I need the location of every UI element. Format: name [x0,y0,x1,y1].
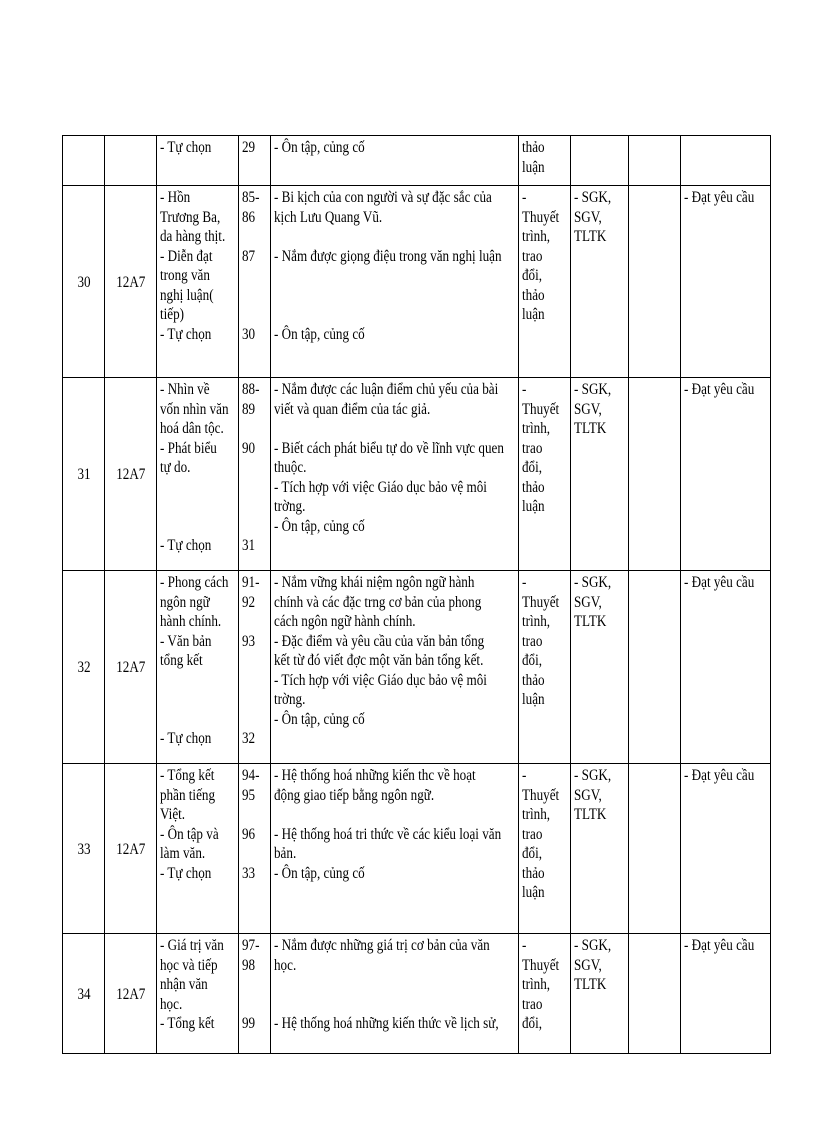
period-cell-line [242,690,267,710]
class-cell [105,934,157,1054]
method-cell-line: đổi, [522,845,543,862]
requirements-cell-line: chính và các đặc trng cơ bản của phong [274,593,482,611]
period-cell-line: 31 [242,537,256,554]
period-cell-line [242,286,267,306]
lesson-content-cell-text [160,936,235,1034]
method-cell-line: - [522,937,527,954]
lesson-content-cell-line: - Tổng kết [160,1015,215,1032]
method-cell-line: trình, [522,228,551,245]
method-cell-line: luận [522,306,545,323]
method-cell-line: trình, [522,420,551,437]
requirements-cell-line: học. [274,956,297,974]
lesson-content-cell [157,378,239,571]
method-cell-line: trao [522,247,543,265]
method-cell-line: luận [522,498,545,515]
requirements-cell-text [274,573,515,729]
requirements-cell-line: - Ôn tập, củng cố [274,325,365,343]
method-cell-line: luận [522,884,545,901]
table-row [63,136,771,186]
result-cell [681,378,771,571]
materials-cell-line: SGV, [574,786,602,804]
period-cell-line [242,497,267,517]
method-cell-line: - [522,767,527,784]
requirements-cell-line: kết từ đó viết đợc một văn bản tổng kết. [274,652,484,669]
period-cell-text [242,936,267,1034]
lesson-content-cell-line: - Hồn [160,189,191,206]
result-cell [681,186,771,378]
lesson-content-cell-line: Trương Ba, [160,208,221,226]
period-cell-line [242,995,267,1015]
lesson-content-cell-line: học. [160,995,183,1013]
lesson-content-cell-line: nhận văn [160,976,208,993]
period-cell-line [242,975,267,995]
method-cell-line: Thuyết [522,208,560,226]
period-cell-line: 93 [242,632,256,650]
period-cell-line: 96 [242,825,256,843]
lesson-content-cell-text [160,188,235,344]
lesson-content-cell-line: - Giá trị văn [160,937,224,954]
lesson-content-cell-line: - Nhìn về [160,381,210,398]
period-cell [239,764,271,934]
requirements-cell-line: trờng. [274,498,306,515]
lesson-content-cell [157,934,239,1054]
week-cell-text: 34 [76,985,91,1003]
materials-cell-line: TLTK [574,228,607,245]
method-cell-line: đổi, [522,1015,543,1032]
method-cell-line: trao [522,632,543,650]
requirements-cell [271,934,519,1054]
class-cell [105,186,157,378]
method-cell-line: thảo [522,671,545,689]
lesson-content-cell-line: - Tự chọn [160,325,212,343]
materials-cell-line: - SGK, [574,767,612,784]
method-cell-line: thảo [522,139,545,156]
period-cell-line [242,305,267,325]
class-cell [105,378,157,571]
requirements-cell [271,764,519,934]
method-cell [519,571,571,764]
materials-cell-line: SGV, [574,400,602,418]
method-cell-line: Thuyết [522,593,560,611]
lesson-content-cell-line: trong văn [160,267,210,284]
requirements-cell-text [274,138,515,158]
lesson-content-cell-line: ngôn ngữ [160,593,210,611]
requirements-cell-line [274,995,515,1015]
requirements-cell-text [274,380,515,536]
requirements-cell-line: - Tích hợp với việc Giáo dục bảo vệ môi [274,478,487,496]
method-cell-line: trao [522,825,543,843]
requirements-cell-line: - Hệ thống hoá những kiến thc về hoạt [274,767,476,784]
method-cell-line: Thuyết [522,786,560,804]
result-cell-text: - Đạt yêu cầu [684,189,755,206]
lesson-content-cell-line: - Phong cách [160,574,229,591]
period-cell-line: 99 [242,1015,256,1032]
lesson-content-cell-line [160,517,235,537]
table-row [63,934,771,1054]
materials-cell [571,764,629,934]
period-cell-line: 97- [242,937,260,954]
requirements-cell-line: trờng. [274,691,306,708]
method-cell-line: - [522,381,527,398]
notes-cell [629,764,681,934]
lesson-content-cell-line [160,497,235,517]
requirements-cell [271,571,519,764]
period-cell [239,571,271,764]
method-cell-line: đổi, [522,459,543,476]
lesson-plan-table [62,135,771,1054]
materials-cell-line: TLTK [574,976,607,993]
requirements-cell-line: - Nắm được những giá trị cơ bản của văn [274,937,490,954]
lesson-content-cell-line: nghị luận( [160,286,214,304]
materials-cell-text [574,380,625,439]
requirements-cell-line: bản. [274,845,297,862]
requirements-cell-line: - Nắm được các luận điểm chủ yếu của bài [274,381,499,398]
requirements-cell-text [274,188,515,344]
period-cell [239,378,271,571]
lesson-content-cell-text [160,573,235,749]
method-cell [519,934,571,1054]
result-cell [681,136,771,186]
class-cell-text: 12A7 [115,840,146,858]
method-cell-text [522,380,567,517]
period-cell-line [242,266,267,286]
materials-cell-line: - SGK, [574,381,612,398]
class-cell-text: 12A7 [115,466,146,484]
class-cell-text: 12A7 [115,659,146,677]
result-cell-text: - Đạt yêu cầu [684,574,755,591]
lesson-content-cell [157,571,239,764]
materials-cell-text [574,188,625,247]
result-cell-text: - Đạt yêu cầu [684,937,755,954]
table-row [63,571,771,764]
method-cell [519,186,571,378]
class-cell [105,571,157,764]
period-cell-text [242,380,267,556]
requirements-cell-line: cách ngôn ngữ hành chính. [274,613,416,630]
method-cell-line: trao [522,995,543,1013]
lesson-content-cell-line [160,710,235,730]
period-cell-line [242,805,267,825]
period-cell-line: 29 [242,139,256,156]
method-cell-line: thảo [522,478,545,496]
lesson-content-cell-line [160,478,235,498]
method-cell-line: trình, [522,613,551,630]
lesson-content-cell-text [160,380,235,556]
lesson-content-cell-line: tổng kết [160,652,203,669]
method-cell-text [522,138,567,177]
requirements-cell-text [274,936,515,1034]
period-cell-line: 98 [242,956,256,974]
week-cell-text: 32 [76,659,91,677]
week-cell-text: 30 [76,273,91,291]
lesson-content-cell-line: vốn nhìn văn [160,400,229,418]
materials-cell-text [574,573,625,632]
lesson-content-cell-line: tiếp) [160,306,185,323]
period-cell-line: 94- [242,767,260,784]
lesson-content-cell-line: hành chính. [160,613,222,630]
materials-cell-line: TLTK [574,420,607,437]
materials-cell-text [574,936,625,995]
period-cell-line: 32 [242,730,256,747]
requirements-cell-line: - Nắm vững khái niệm ngôn ngữ hành [274,574,475,591]
requirements-cell-line: - Ôn tập, củng cố [274,864,365,882]
materials-cell [571,378,629,571]
period-cell [239,934,271,1054]
requirements-cell-line [274,419,515,439]
result-cell [681,571,771,764]
lesson-content-cell-line: - Tự chọn [160,537,212,554]
week-cell [63,571,105,764]
period-cell-line [242,710,267,730]
method-cell-line: - [522,574,527,591]
class-cell [105,764,157,934]
lesson-content-cell-line: da hàng thịt. [160,228,226,245]
lesson-content-cell [157,186,239,378]
result-cell [681,934,771,1054]
requirements-cell-line: - Hệ thống hoá những kiến thức về lịch sử, [274,1015,499,1032]
materials-cell-line: SGV, [574,208,602,226]
period-cell-text [242,188,267,344]
requirements-cell-line [274,227,515,247]
period-cell-line: 86 [242,208,256,226]
week-cell [63,764,105,934]
lesson-content-cell-line: học và tiếp [160,956,218,974]
method-cell-line: đổi, [522,267,543,284]
period-cell [239,186,271,378]
materials-cell [571,136,629,186]
method-cell-line: trình, [522,976,551,993]
method-cell-line: - [522,189,527,206]
period-cell-line: 85- [242,189,260,206]
requirements-cell-line [274,305,515,325]
class-cell-text: 12A7 [115,985,146,1003]
lesson-content-cell-line: - Tự chọn [160,864,212,882]
period-cell [239,136,271,186]
requirements-cell-line [274,975,515,995]
class-cell-text: 12A7 [115,273,146,291]
notes-cell [629,934,681,1054]
requirements-cell-line [274,266,515,286]
period-cell-line [242,612,267,632]
period-cell-line [242,227,267,247]
result-cell [681,764,771,934]
lesson-content-cell-line: - Tự chọn [160,730,212,747]
materials-cell-line: SGV, [574,956,602,974]
period-cell-line [242,458,267,478]
materials-cell-line: SGV, [574,593,602,611]
method-cell-line: trao [522,439,543,457]
lesson-content-cell-line: - Diễn đạt [160,247,213,265]
period-cell-line [242,419,267,439]
period-cell-line [242,844,267,864]
materials-cell [571,934,629,1054]
period-cell-line [242,478,267,498]
notes-cell [629,571,681,764]
materials-cell-line: - SGK, [574,189,612,206]
period-cell-line [242,671,267,691]
requirements-cell-line: thuộc. [274,459,307,476]
requirements-cell-line: - Đặc điểm và yêu cầu của văn bản tổng [274,632,485,650]
table-row [63,378,771,571]
requirements-cell-line [274,286,515,306]
lesson-content-cell-line [160,671,235,691]
requirements-cell-line: - Ôn tập, củng cố [274,710,365,728]
lesson-content-cell-line: - Văn bản [160,632,212,650]
method-cell-text [522,936,567,1034]
requirements-cell-line: - Ôn tập, củng cố [274,139,365,156]
materials-cell [571,186,629,378]
period-cell-line: 95 [242,786,256,804]
requirements-cell-line: - Nắm được giọng điệu trong văn nghị luận [274,247,502,265]
period-cell-line [242,651,267,671]
week-cell [63,186,105,378]
requirements-cell-text [274,766,515,883]
period-cell-text [242,573,267,749]
method-cell-line: Thuyết [522,956,560,974]
period-cell-line: 90 [242,439,256,457]
method-cell-text [522,573,567,710]
week-cell [63,934,105,1054]
requirements-cell-line: viết và quan điểm của tác giả. [274,400,431,418]
notes-cell [629,186,681,378]
materials-cell-line: - SGK, [574,937,612,954]
lesson-content-cell-line: phần tiếng [160,786,216,804]
period-cell-line: 88- [242,381,260,398]
result-cell-text: - Đạt yêu cầu [684,381,755,398]
materials-cell [571,571,629,764]
result-cell-text: - Đạt yêu cầu [684,767,755,784]
lesson-content-cell-line: hoá dân tộc. [160,420,224,437]
week-cell [63,136,105,186]
table-body [63,136,771,1054]
period-cell-line: 91- [242,574,260,591]
lesson-content-cell [157,764,239,934]
lesson-content-cell-text [160,766,235,883]
lesson-content-cell-line: - Phát biểu [160,439,217,457]
notes-cell [629,378,681,571]
requirements-cell [271,186,519,378]
method-cell-text [522,766,567,903]
period-cell-line: 89 [242,400,256,418]
notes-cell [629,136,681,186]
method-cell [519,378,571,571]
method-cell-line: trình, [522,806,551,823]
requirements-cell-line: - Hệ thống hoá tri thức về các kiểu loại văn [274,825,502,843]
materials-cell-line: - SGK, [574,574,612,591]
lesson-content-cell-line: - Tự chọn [160,139,212,156]
lesson-content-cell-line: Việt. [160,806,186,823]
materials-cell-line: TLTK [574,806,607,823]
lesson-content-cell-line: - Tổng kết [160,767,215,784]
method-cell [519,764,571,934]
table-row [63,186,771,378]
week-cell [63,378,105,571]
requirements-cell-line: kịch Lưu Quang Vũ. [274,208,383,226]
materials-cell-text [574,766,625,825]
materials-cell-line: TLTK [574,613,607,630]
period-cell-line: 30 [242,325,256,343]
class-cell [105,136,157,186]
method-cell-line: luận [522,158,545,176]
period-cell-line: 33 [242,864,256,882]
requirements-cell-line: - Biết cách phát biểu tự do về lĩnh vực quen [274,439,504,457]
lesson-content-cell [157,136,239,186]
period-cell-text [242,766,267,883]
method-cell-line: Thuyết [522,400,560,418]
lesson-content-cell-text [160,138,235,158]
period-cell-text [242,138,267,158]
table-row [63,764,771,934]
requirements-cell [271,136,519,186]
lesson-content-cell-line: tự do. [160,459,191,476]
requirements-cell-line: - Ôn tập, củng cố [274,517,365,535]
method-cell-line: luận [522,691,545,708]
method-cell-line: thảo [522,864,545,882]
requirements-cell [271,378,519,571]
requirements-cell-line: - Bi kịch của con người và sự đặc sắc của [274,189,492,206]
method-cell-line: đổi, [522,652,543,669]
method-cell-text [522,188,567,325]
week-cell-text: 31 [76,466,91,484]
lesson-content-cell-line [160,690,235,710]
method-cell [519,136,571,186]
method-cell-line: thảo [522,286,545,304]
requirements-cell-line: - Tích hợp với việc Giáo dục bảo vệ môi [274,671,487,689]
requirements-cell-line: động giao tiếp bằng ngôn ngữ. [274,786,435,804]
requirements-cell-line [274,805,515,825]
period-cell-line: 87 [242,247,256,265]
lesson-content-cell-line: - Ôn tập và [160,825,219,843]
week-cell-text: 33 [76,840,91,858]
period-cell-line [242,517,267,537]
period-cell-line: 92 [242,593,256,611]
lesson-content-cell-line: làm văn. [160,845,206,862]
